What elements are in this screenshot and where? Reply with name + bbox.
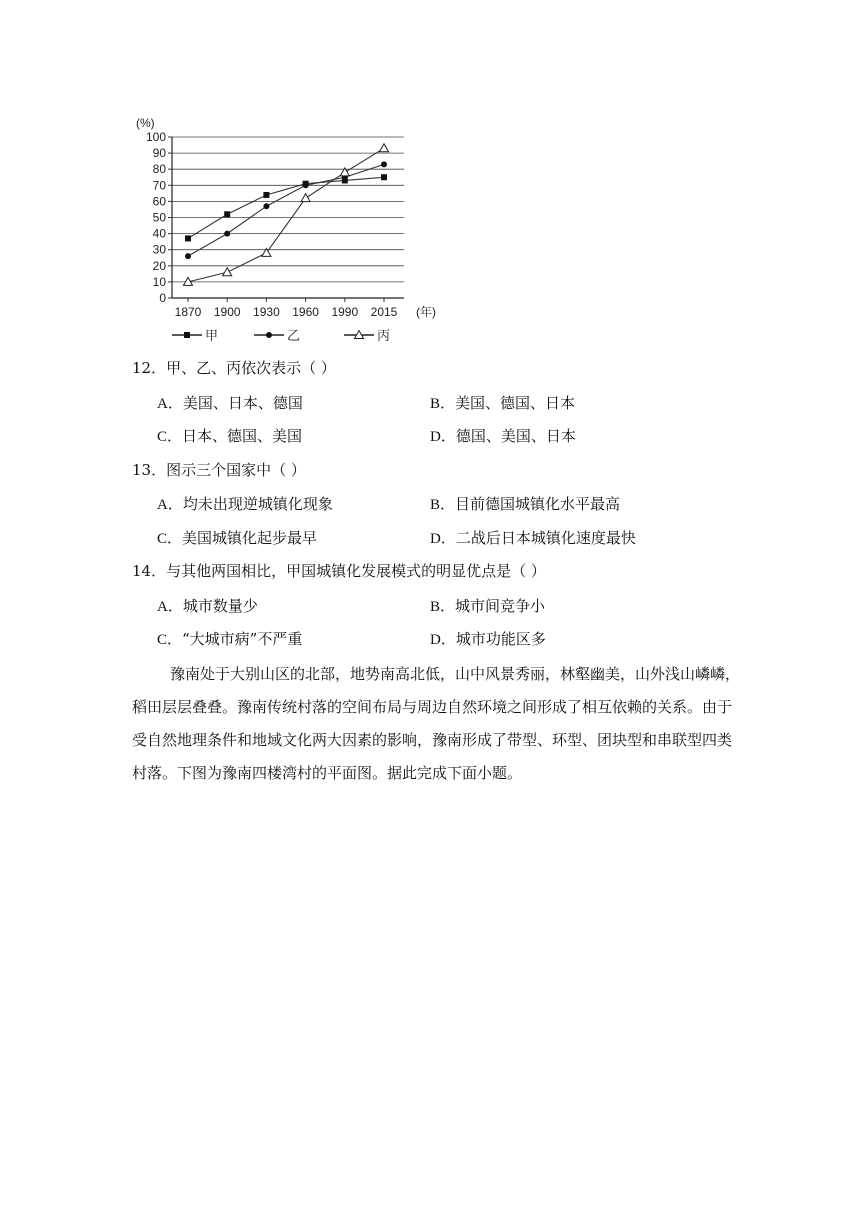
question-13-option-a[interactable] — [157, 494, 333, 515]
option-key: D． — [430, 531, 456, 547]
series-line — [188, 177, 384, 238]
question-13-option-b[interactable] — [430, 494, 620, 515]
option-text: 美国城镇化起步最早 — [182, 529, 318, 547]
question-13-option-c[interactable] — [157, 528, 317, 549]
x-tick-label: 2015 — [370, 305, 398, 319]
option-key: C． — [157, 632, 183, 648]
legend-item-2 — [254, 328, 300, 343]
question-14-option-b[interactable] — [430, 596, 545, 617]
legend-label: 甲 — [205, 328, 219, 343]
passage-line: 稻田层层叠叠。豫南传统村落的空间布局与周边自然环境之间形成了相互依赖的关系。由于 — [132, 698, 733, 716]
option-key: B． — [430, 599, 456, 615]
option-text: 美国、德国、日本 — [455, 394, 576, 412]
series-line — [188, 164, 384, 256]
option-text: 美国、日本、德国 — [182, 394, 303, 412]
data-point — [381, 174, 387, 180]
chart-gridlines — [172, 137, 404, 282]
legend-marker — [184, 332, 190, 338]
chart-series — [184, 144, 389, 286]
option-text: 城市功能区多 — [455, 630, 546, 648]
question-13-option-d[interactable] — [430, 528, 636, 549]
data-point — [303, 182, 309, 188]
option-text: “大城市病”不严重 — [182, 630, 303, 648]
data-point — [263, 192, 269, 198]
data-point — [185, 235, 191, 241]
y-tick-label: 90 — [152, 146, 166, 161]
legend-label: 乙 — [287, 328, 301, 343]
x-axis-unit: (年) — [416, 305, 436, 319]
question-13-stem: 13．图示三个国家中（ ） — [132, 461, 306, 479]
x-tick-label: 1990 — [331, 305, 359, 319]
urbanization-line-chart — [128, 108, 448, 348]
legend-item-1 — [172, 328, 218, 343]
y-axis-unit: (%) — [136, 116, 155, 130]
option-text: 德国、美国、日本 — [455, 427, 576, 445]
option-key: B． — [430, 497, 456, 513]
series-2 — [185, 161, 387, 259]
question-14-stem: 14．与其他两国相比，甲国城镇化发展模式的明显优点是（ ） — [132, 562, 546, 580]
legend-label: 丙 — [377, 328, 391, 343]
option-key: A． — [157, 497, 183, 513]
question-12-option-a[interactable] — [157, 393, 303, 414]
y-tick-label: 80 — [152, 162, 166, 177]
question-14-option-c[interactable] — [157, 629, 302, 650]
option-key: D． — [430, 632, 456, 648]
data-point — [381, 161, 387, 167]
option-text: 二战后日本城镇化速度最快 — [455, 529, 636, 547]
option-text: 日本、德国、美国 — [182, 427, 303, 445]
y-tick-label: 10 — [152, 274, 166, 289]
y-tick-label: 60 — [152, 194, 166, 209]
option-text: 城市数量少 — [182, 597, 258, 615]
option-key: A． — [157, 599, 183, 615]
option-key: B． — [430, 396, 456, 412]
x-tick-label: 1960 — [292, 305, 319, 319]
y-tick-label: 50 — [152, 210, 166, 225]
question-12-stem: 12．甲、乙、丙依次表示（ ） — [132, 359, 336, 377]
legend-marker — [266, 332, 272, 338]
data-point — [224, 231, 230, 237]
option-text: 均未出现逆城镇化现象 — [182, 495, 333, 513]
option-text: 目前德国城镇化水平最高 — [455, 495, 621, 513]
option-key: C． — [157, 531, 183, 547]
option-key: A． — [157, 396, 183, 412]
question-14-option-a[interactable] — [157, 596, 258, 617]
y-tick-label: 20 — [152, 258, 166, 273]
option-text: 城市间竞争小 — [455, 597, 546, 615]
passage-line: 受自然地理条件和地域文化两大因素的影响，豫南形成了带型、环型、团块型和串联型四类 — [132, 731, 733, 749]
series-3 — [184, 144, 389, 286]
y-tick-label: 70 — [152, 178, 166, 193]
x-tick-labels — [175, 298, 398, 319]
question-12-option-b[interactable] — [430, 393, 575, 414]
data-point — [223, 268, 232, 276]
y-tick-label: 0 — [159, 291, 166, 305]
question-12-option-d[interactable] — [430, 426, 576, 447]
passage — [132, 658, 741, 790]
passage-line: 豫南处于大别山区的北部，地势南高北低，山中风景秀丽，林壑幽美，山外浅山嶙嶙， — [170, 665, 741, 683]
chart-legend — [172, 328, 390, 343]
x-tick-label: 1930 — [253, 305, 280, 319]
option-key: D． — [430, 429, 456, 445]
y-tick-label: 30 — [152, 242, 166, 257]
y-tick-labels — [146, 130, 172, 305]
data-point — [263, 203, 269, 209]
question-12-option-c[interactable] — [157, 426, 302, 447]
option-key: C． — [157, 429, 183, 445]
y-tick-label: 100 — [145, 130, 166, 144]
y-tick-label: 40 — [152, 226, 166, 241]
series-1 — [185, 174, 387, 241]
question-14-option-d[interactable] — [430, 629, 546, 650]
x-tick-label: 1900 — [213, 305, 241, 319]
passage-line: 村落。下图为豫南四楼湾村的平面图。据此完成下面小题。 — [132, 764, 523, 782]
series-line — [188, 148, 384, 282]
data-point — [224, 211, 230, 217]
data-point — [301, 194, 310, 202]
x-tick-label: 1870 — [174, 305, 202, 319]
data-point — [380, 144, 389, 152]
data-point — [185, 253, 191, 259]
legend-item-3 — [344, 328, 390, 343]
